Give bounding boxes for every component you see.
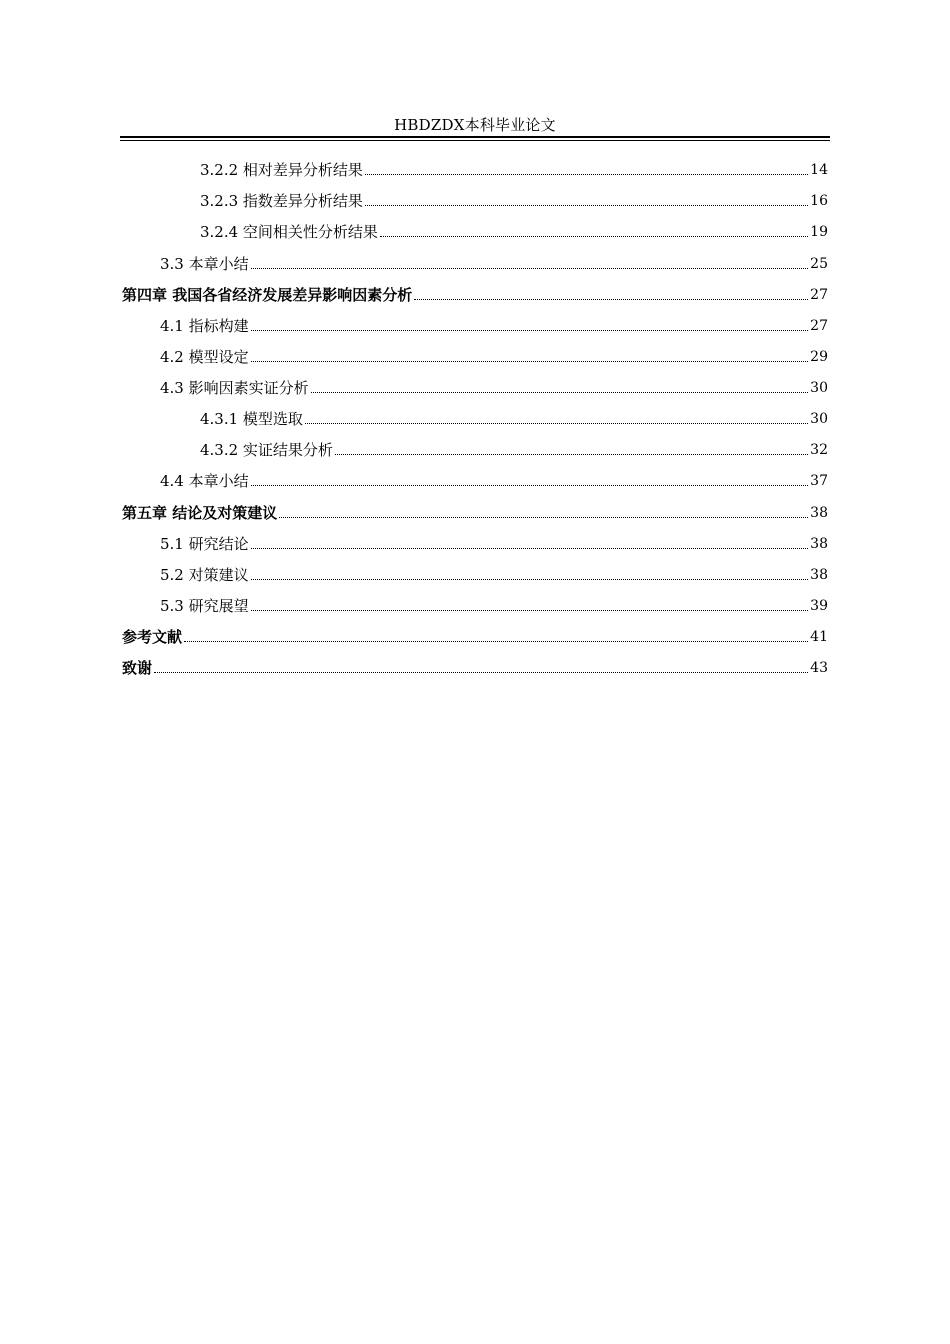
toc-entry-label: 4.2 模型设定 [160, 348, 249, 366]
toc-page-number: 29 [810, 349, 828, 365]
toc-entry-3-2-2[interactable] [200, 156, 828, 180]
toc-leader-dots [365, 174, 808, 175]
toc-entry-label: 3.2.4 空间相关性分析结果 [200, 223, 378, 241]
toc-entry-label: 4.4 本章小结 [160, 472, 249, 490]
toc-entry-label: 5.1 研究结论 [160, 535, 249, 553]
toc-page-number: 38 [810, 567, 828, 583]
toc-entry-5-3[interactable] [160, 592, 828, 616]
toc-leader-dots [311, 392, 809, 393]
toc-entry-label: 5.2 对策建议 [160, 566, 249, 584]
toc-leader-dots [184, 641, 808, 642]
toc-page-number: 19 [810, 224, 828, 240]
toc-entry-5-2[interactable] [160, 561, 828, 585]
toc-entry-chapter-5[interactable] [122, 499, 828, 523]
toc-entry-4-2[interactable] [160, 343, 828, 367]
toc-entry-label: 4.3.1 模型选取 [200, 410, 303, 428]
toc-entry-3-3[interactable] [160, 250, 828, 274]
toc-page-number: 39 [810, 598, 828, 614]
toc-entry-label: 4.1 指标构建 [160, 317, 249, 335]
toc-leader-dots [251, 610, 809, 611]
toc-page-number: 32 [810, 442, 828, 458]
running-header-title: HBDZDX本科毕业论文 [394, 116, 556, 134]
toc-entry-3-2-3[interactable] [200, 187, 828, 211]
toc-leader-dots [251, 361, 809, 362]
toc-page-number: 30 [810, 380, 828, 396]
toc-entry-label: 3.3 本章小结 [160, 255, 249, 273]
toc-entry-acknowledgements[interactable] [122, 654, 828, 678]
toc-page-number: 43 [810, 660, 828, 676]
toc-leader-dots [154, 672, 808, 673]
toc-page-number: 30 [810, 411, 828, 427]
toc-entry-references[interactable] [122, 623, 828, 647]
toc-entry-label: 参考文献 [122, 628, 183, 646]
toc-page-number: 41 [810, 629, 828, 645]
toc-entry-label: 第四章 我国各省经济发展差异影响因素分析 [122, 286, 413, 304]
toc-leader-dots [414, 299, 808, 300]
toc-leader-dots [251, 330, 809, 331]
toc-entry-4-3-2[interactable] [200, 436, 828, 460]
toc-page-number: 14 [810, 162, 828, 178]
toc-entry-3-2-4[interactable] [200, 218, 828, 242]
toc-page-number: 38 [810, 536, 828, 552]
toc-leader-dots [251, 579, 809, 580]
toc-entry-5-1[interactable] [160, 530, 828, 554]
toc-leader-dots [335, 454, 808, 455]
toc-entry-label: 5.3 研究展望 [160, 597, 249, 615]
toc-leader-dots [251, 485, 809, 486]
toc-page-number: 37 [810, 473, 828, 489]
toc-entry-label: 4.3 影响因素实证分析 [160, 379, 309, 397]
toc-entry-label: 致谢 [122, 659, 153, 677]
toc-leader-dots [251, 268, 809, 269]
toc-entry-label: 3.2.2 相对差异分析结果 [200, 161, 363, 179]
toc-entry-4-3[interactable] [160, 374, 828, 398]
toc-entry-label: 4.3.2 实证结果分析 [200, 441, 333, 459]
toc-entry-chapter-4[interactable] [122, 281, 828, 305]
toc-entry-4-4[interactable] [160, 467, 828, 491]
toc-entry-4-3-1[interactable] [200, 405, 828, 429]
toc-page-number: 16 [810, 193, 828, 209]
toc-leader-dots [251, 548, 809, 549]
toc-entry-4-1[interactable] [160, 312, 828, 336]
toc-leader-dots [279, 517, 808, 518]
toc-page-number: 27 [810, 287, 828, 303]
toc-page-number: 25 [810, 256, 828, 272]
toc-leader-dots [305, 423, 808, 424]
toc-leader-dots [380, 236, 808, 237]
toc-entry-label: 第五章 结论及对策建议 [122, 504, 278, 522]
toc-entry-label: 3.2.3 指数差异分析结果 [200, 192, 363, 210]
toc-leader-dots [365, 205, 808, 206]
toc-page-number: 38 [810, 505, 828, 521]
toc-page-number: 27 [810, 318, 828, 334]
